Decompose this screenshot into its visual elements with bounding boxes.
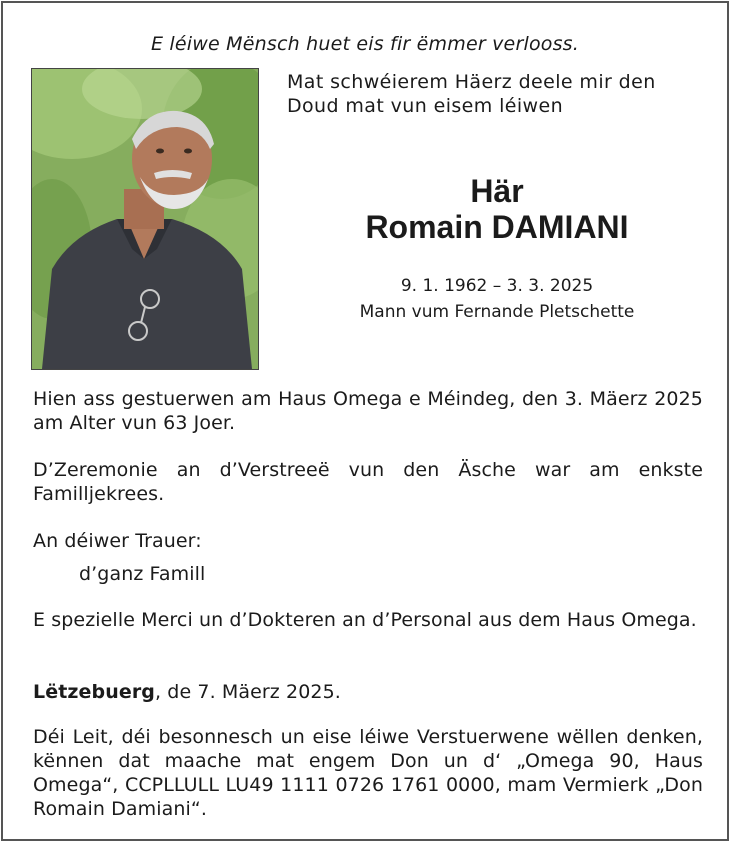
mourning-label: An déiwer Trauer: — [33, 530, 202, 552]
portrait-photo — [31, 68, 259, 370]
obituary-card — [1, 1, 729, 841]
intro-line-1: Mat schwéierem Häerz deele mir den — [287, 71, 656, 93]
name-title: Här — [470, 173, 524, 209]
place-date: , de 7. Mäerz 2025. — [155, 681, 341, 703]
thanks-paragraph: E spezielle Merci un d’Dokteren an d’Personal aus dem Haus Omega. — [33, 609, 697, 631]
place-date-line — [33, 680, 703, 704]
portrait-illustration — [32, 69, 258, 369]
life-dates: 9. 1. 1962 – 3. 3. 2025 — [400, 276, 594, 296]
donation-paragraph: Déi Leit, déi besonnesch un eise léiwe Verstuerwene wëllen denken, kënnen dat maache mat engem Don un d‘ „Omega 90, Haus Omega“, CCPLLULL LU49 1111 0726 1761 0000, mam Vermierk „Don Romain Damiani“. — [33, 726, 703, 820]
mourning-family: d’ganz Famill — [79, 563, 206, 585]
death-paragraph: Hien ass gestuerwen am Haus Omega e Méindeg, den 3. Mäerz 2025 am Alter vun 63 Joer. — [33, 388, 703, 434]
ceremony-paragraph: D’Zeremonie an d’Verstreeë vun den Äsche war am enkste Familljekrees. — [33, 459, 703, 505]
intro-text — [287, 70, 707, 118]
name-full: Romain DAMIANI — [365, 209, 629, 245]
place-name: Lëtzebuerg — [33, 681, 156, 703]
deceased-name — [287, 173, 707, 245]
intro-line-2: Doud mat vun eisem léiwen — [287, 95, 564, 117]
motto: E léiwe Mënsch huet eis fir ëmmer verlooss. — [150, 33, 580, 55]
spouse-line: Mann vum Fernande Pletschette — [359, 302, 635, 322]
